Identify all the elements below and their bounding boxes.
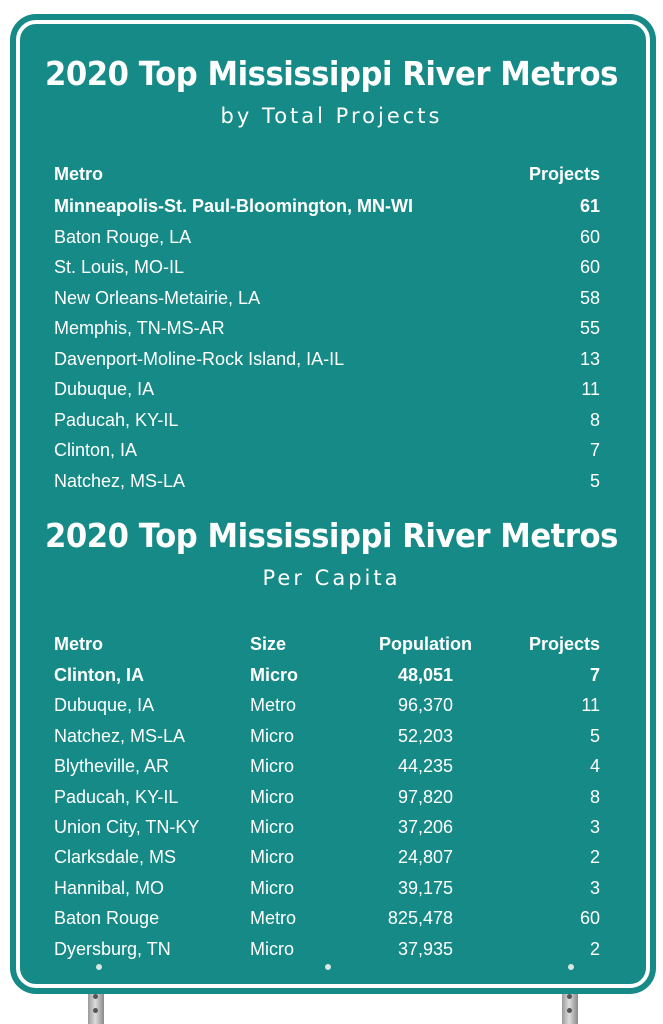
table2-cell-size: Micro <box>250 817 294 837</box>
table1-cell-metro: Natchez, MS-LA <box>54 470 186 491</box>
table2-cell-projects: 5 <box>589 725 600 746</box>
table2-cell-metro: Dubuque, IA <box>54 695 155 716</box>
table1-cell-metro: New Orleans-Metairie, LA <box>54 287 261 308</box>
table2-row <box>54 878 600 904</box>
table1-cell-projects: 5 <box>589 470 600 491</box>
table1-row <box>54 318 600 344</box>
table1-cell-projects: 55 <box>579 318 600 338</box>
table2-row <box>54 787 600 813</box>
table2-cell-population: 37,206 <box>397 817 453 837</box>
table1-cell-projects: 13 <box>579 348 600 369</box>
table2-cell-size: Micro <box>250 877 294 898</box>
table2-row <box>54 908 600 934</box>
table2-title: 2020 Top Mississippi River Metros <box>45 516 618 555</box>
table2-cell-metro: Union City, TN-KY <box>54 817 200 837</box>
table2-cell-metro: Natchez, MS-LA <box>54 725 186 746</box>
table2-header-projects: Projects <box>528 634 600 654</box>
table1-header-row <box>54 164 600 190</box>
table2-cell-size: Micro <box>250 756 294 777</box>
table1-cell-metro: Memphis, TN-MS-AR <box>54 318 225 338</box>
table2-header-metro: Metro <box>54 634 103 654</box>
table2-row <box>54 665 600 691</box>
table1-header-projects: Projects <box>528 164 600 184</box>
table1-row <box>54 471 600 497</box>
table1-cell-projects: 60 <box>579 226 600 247</box>
table1-row <box>54 227 600 253</box>
table2-cell-size: Micro <box>250 847 294 868</box>
table1-title: 2020 Top Mississippi River Metros <box>45 54 618 93</box>
table1-cell-metro: Baton Rouge, LA <box>54 226 192 247</box>
table1-cell-projects: 7 <box>589 440 600 460</box>
table2-row <box>54 939 600 965</box>
table2-cell-projects: 2 <box>589 938 600 959</box>
table2-cell-projects: 3 <box>589 877 600 898</box>
table1-row <box>54 196 600 222</box>
table1-row <box>54 288 600 314</box>
table1-cell-metro: St. Louis, MO-IL <box>54 257 185 277</box>
table1-row <box>54 257 600 283</box>
table1-cell-projects: 61 <box>579 196 600 216</box>
table2-header-row <box>54 634 600 660</box>
table2-cell-projects: 3 <box>589 817 600 837</box>
table1-cell-metro: Davenport-Moline-Rock Island, IA-IL <box>54 348 345 369</box>
table1-cell-metro: Dubuque, IA <box>54 379 155 399</box>
table2-cell-population: 825,478 <box>387 908 453 929</box>
table2-cell-population: 44,235 <box>397 756 453 777</box>
table2-header-size: Size <box>250 634 287 654</box>
table2-row <box>54 756 600 782</box>
table1-row <box>54 349 600 375</box>
table1-row <box>54 410 600 436</box>
table2-cell-projects: 60 <box>579 908 600 929</box>
table2-cell-metro: Dyersburg, TN <box>54 938 171 959</box>
table2-row <box>54 695 600 721</box>
table2-cell-population: 96,370 <box>397 695 453 716</box>
table2-cell-population: 52,203 <box>397 725 453 746</box>
table2-cell-metro: Baton Rouge <box>54 908 160 929</box>
table2-cell-metro: Paducah, KY-IL <box>54 786 179 807</box>
table2-cell-population: 24,807 <box>397 847 453 868</box>
table2-cell-projects: 8 <box>589 786 600 807</box>
bolt-icon <box>325 964 331 970</box>
table1-cell-metro: Minneapolis-St. Paul-Bloomington, MN-WI <box>54 196 413 216</box>
table2-row <box>54 726 600 752</box>
table1-cell-projects: 11 <box>581 379 600 399</box>
bolt-icon <box>96 964 102 970</box>
table1-cell-projects: 58 <box>579 287 600 308</box>
table2-cell-projects: 2 <box>589 847 600 868</box>
table2-cell-population: 39,175 <box>397 877 453 898</box>
table1-row <box>54 379 600 405</box>
table2-cell-size: Metro <box>250 695 297 716</box>
table1-cell-projects: 8 <box>589 409 600 430</box>
table2-row <box>54 817 600 843</box>
bolt-icon <box>568 964 574 970</box>
table2-cell-population: 37,935 <box>397 938 453 959</box>
table2-cell-projects: 7 <box>589 665 600 685</box>
table2-cell-metro: Clinton, IA <box>54 665 144 685</box>
table2-cell-projects: 4 <box>589 756 600 777</box>
table1-header-metro: Metro <box>54 164 103 184</box>
table1-cell-metro: Paducah, KY-IL <box>54 409 179 430</box>
table2-cell-size: Metro <box>250 908 297 929</box>
table2-cell-size: Micro <box>250 665 299 685</box>
table2-cell-population: 48,051 <box>397 665 453 685</box>
table2-cell-metro: Hannibal, MO <box>54 877 165 898</box>
table2-header-population: Population <box>379 634 472 654</box>
table2-cell-size: Micro <box>250 938 294 959</box>
table1-cell-metro: Clinton, IA <box>54 440 138 460</box>
table2-cell-projects: 11 <box>581 695 600 716</box>
table2-cell-population: 97,820 <box>397 786 453 807</box>
table2-cell-metro: Blytheville, AR <box>54 756 170 777</box>
table2-subtitle: Per Capita <box>262 566 401 590</box>
table1-row <box>54 440 600 466</box>
table2-cell-size: Micro <box>250 725 294 746</box>
table1-subtitle: by Total Projects <box>220 104 443 128</box>
table2-cell-metro: Clarksdale, MS <box>54 847 177 868</box>
table2-row <box>54 847 600 873</box>
table1-cell-projects: 60 <box>579 257 600 277</box>
table2-cell-size: Micro <box>250 786 294 807</box>
